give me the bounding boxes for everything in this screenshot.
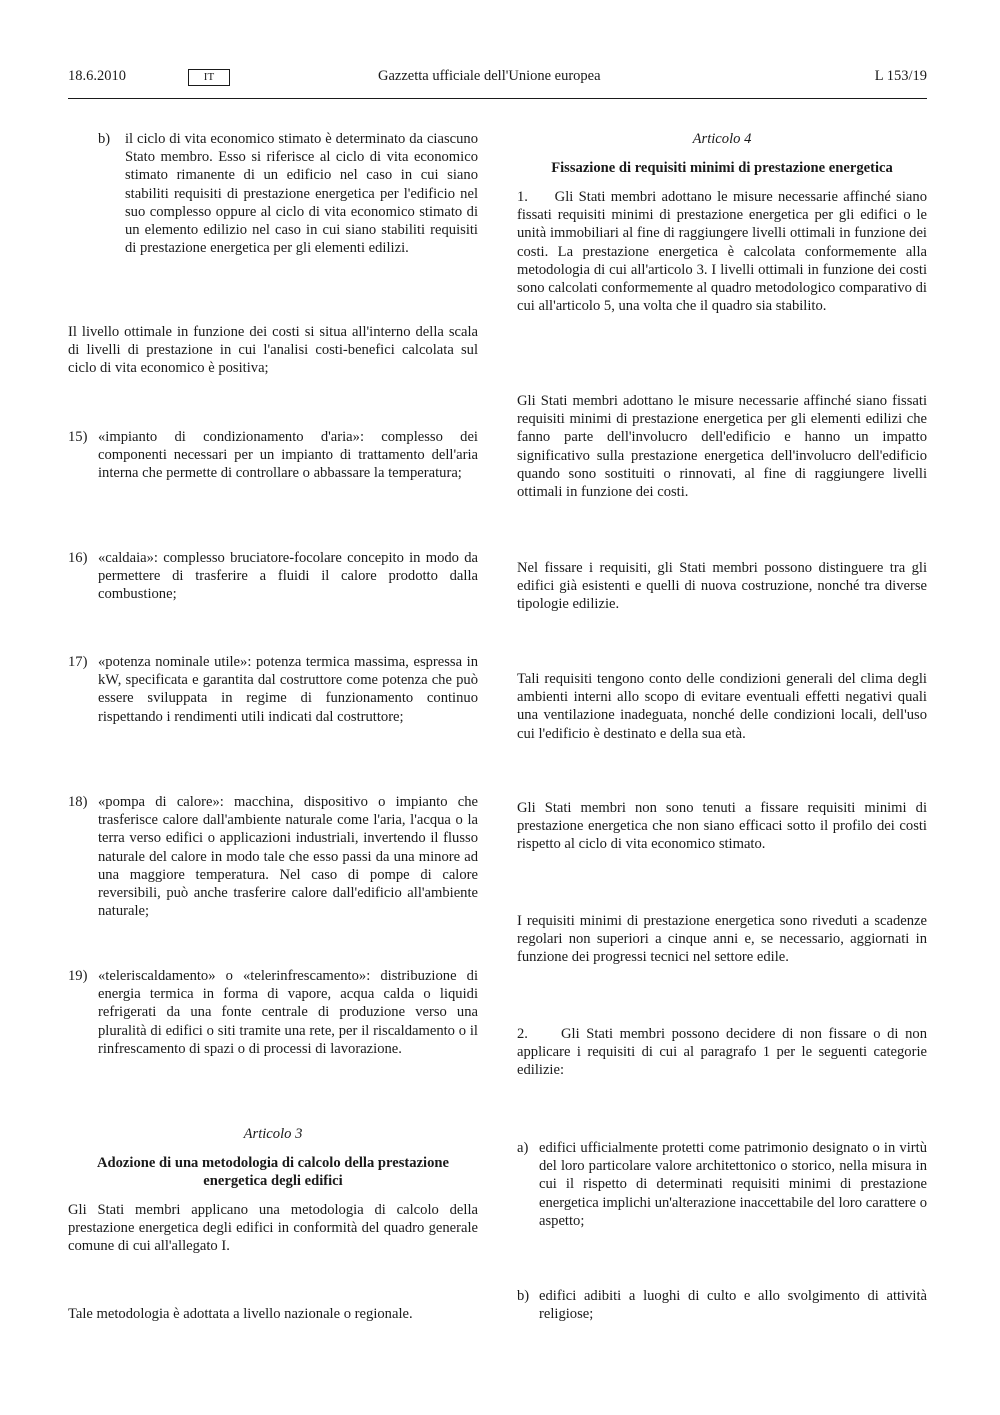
item-label: a)	[517, 1140, 529, 1156]
item-text: «caldaia»: complesso bruciatore-focolare concepito in modo da permettere di trasferire a fluidi il calore prodotto dalla combustione;	[98, 550, 478, 603]
definition-18	[68, 793, 478, 920]
article-3-title: Adozione di una metodologia di calcolo della prestazione energetica degli edifici	[96, 1155, 449, 1190]
list-item-b	[68, 130, 478, 257]
paragraph: Tali requisiti tengono conto delle condizioni generali del clima degli ambienti interni allo scopo di evitare eventuali effetti negativi quali una ventilazione inadeguata, nonché delle condizioni locali, dell'uso cui l'edificio è destinato e della sua età.	[517, 671, 927, 742]
list-item-a	[517, 1139, 927, 1230]
journal-title: Gazzetta ufficiale dell'Unione europea	[378, 68, 601, 84]
paragraph-1: 1. Gli Stati membri adottano le misure necessarie affinché siano fissati requisiti minimi di prestazione energetica per gli edifici o le unità immobiliari al fine di raggiungere livelli ottimali in funzione dei costi. La prestazione energetica è calcolata conformemente alla metodologia di cui all'articolo 3. I livelli ottimali in funzione dei costi sono calcolati conformemente al quadro metodologico comparativo di cui all'articolo 5, una volta che il quadro sia stabilito.	[517, 189, 931, 315]
definition-19	[68, 967, 478, 1058]
paragraph: I requisiti minimi di prestazione energetica sono riveduti a scadenze regolari non superiori a cinque anni e, se necessario, aggiornati in funzione dei progressi tecnici nel settore edile.	[517, 913, 927, 966]
paragraph: Tale metodologia è adottata a livello nazionale o regionale.	[68, 1306, 413, 1322]
paragraph-2: 2. Gli Stati membri possono decidere di non fissare o di non applicare i requisiti di cui al paragrafo 1 per le seguenti categorie edilizie:	[517, 1026, 931, 1079]
definition-15	[68, 428, 478, 483]
item-text: edifici adibiti a luoghi di culto e allo svolgimento di attività religiose;	[539, 1288, 927, 1323]
item-label: 18)	[68, 794, 88, 810]
item-text: «potenza nominale utile»: potenza termica massima, espressa in kW, specificata e garantita dal costruttore come potenza che può essere sviluppata in regime di funzionamento continuo rispettando i rendimenti utili indicati dal costruttore;	[98, 654, 478, 725]
publication-date: 18.6.2010	[68, 68, 126, 84]
list-item-b	[517, 1287, 927, 1323]
item-text: il ciclo di vita economico stimato è determinato da ciascuno Stato membro. Esso si riferisce al ciclo di vita economico stimato rimanente di un edificio nel caso in cui siano stabiliti requisiti di prestazione energetica per l'edificio nel suo complesso oppure al ciclo di vita economico stimato di un elemento edilizio nel caso in cui siano stabiliti requisiti di prestazione energetica per gli elementi edilizi.	[125, 131, 478, 257]
language-badge: IT	[188, 69, 230, 86]
definition-16	[68, 549, 478, 604]
definition-17	[68, 653, 478, 726]
paragraph: Il livello ottimale in funzione dei costi si situa all'interno della scala di livelli di prestazione in cui l'analisi costi-benefici calcolata sul ciclo di vita economico è positiva;	[68, 324, 478, 377]
item-label: b)	[517, 1288, 530, 1304]
page-number: L 153/19	[874, 68, 927, 84]
item-text: «teleriscaldamento» o «telerinfrescamento»: distribuzione di energia termica in forma di vapore, acqua calda o liquidi refrigerati da una fonte centrale di produzione verso una pluralità di edifici o siti tramite una rete, per il riscaldamento o il rinfrescamento di spazi o di processi di lavorazione.	[98, 968, 478, 1057]
item-label: 17)	[68, 654, 88, 670]
item-text: «impianto di condizionamento d'aria»: complesso dei componenti necessari per un impianto di trattamento dell'aria interna che permette di controllare o abbassare la temperatura;	[98, 429, 478, 482]
header-rule	[68, 98, 927, 99]
item-text: «pompa di calore»: macchina, dispositivo o impianto che trasferisce calore dall'ambiente naturale come l'aria, l'acqua o la terra verso edifici o applicazioni industriali, invertendo il flusso naturale del calore in modo tale che esso passi da una minore ad una maggiore temperatura. Nel caso di pompe di calore reversibili, può anche trasferire calore dall'edificio all'ambiente naturale;	[98, 794, 478, 920]
article-4-title: Fissazione di requisiti minimi di prestazione energetica	[551, 160, 893, 176]
article-3-label: Articolo 3	[243, 1126, 303, 1142]
paragraph: Gli Stati membri non sono tenuti a fissare requisiti minimi di prestazione energetica che non siano efficaci sotto il profilo dei costi rispetto al ciclo di vita economico stimato.	[517, 800, 927, 853]
article-4-label: Articolo 4	[692, 131, 752, 147]
page-header	[68, 68, 927, 90]
item-text: edifici ufficialmente protetti come patrimonio designato o in virtù del loro particolare valore architettonico o storico, nella misura in cui il rispetto di determinati requisiti minimi di prestazione energetica implichi un'alterazione inaccettabile del loro carattere o aspetto;	[539, 1140, 927, 1229]
item-label: 19)	[68, 968, 88, 984]
paragraph: Gli Stati membri applicano una metodologia di calcolo della prestazione energetica degli edifici in conformità del quadro generale comune di cui all'allegato I.	[68, 1202, 478, 1255]
paragraph: Gli Stati membri adottano le misure necessarie affinché siano fissati requisiti minimi di prestazione energetica per gli elementi edilizi che fanno parte dell'involucro dell'edificio e hanno un impatto significativo sulla prestazione energetica dell'involucro dell'edificio quando sono sostituiti o rinnovati, al fine di raggiungere livelli ottimali in funzione dei costi.	[517, 393, 927, 501]
item-label: 16)	[68, 550, 88, 566]
item-label: b)	[98, 131, 111, 147]
paragraph: Nel fissare i requisiti, gli Stati membri possono distinguere tra gli edifici già esistenti e quelli di nuova costruzione, nonché tra diverse tipologie edilizie.	[517, 560, 927, 613]
item-label: 15)	[68, 429, 88, 445]
